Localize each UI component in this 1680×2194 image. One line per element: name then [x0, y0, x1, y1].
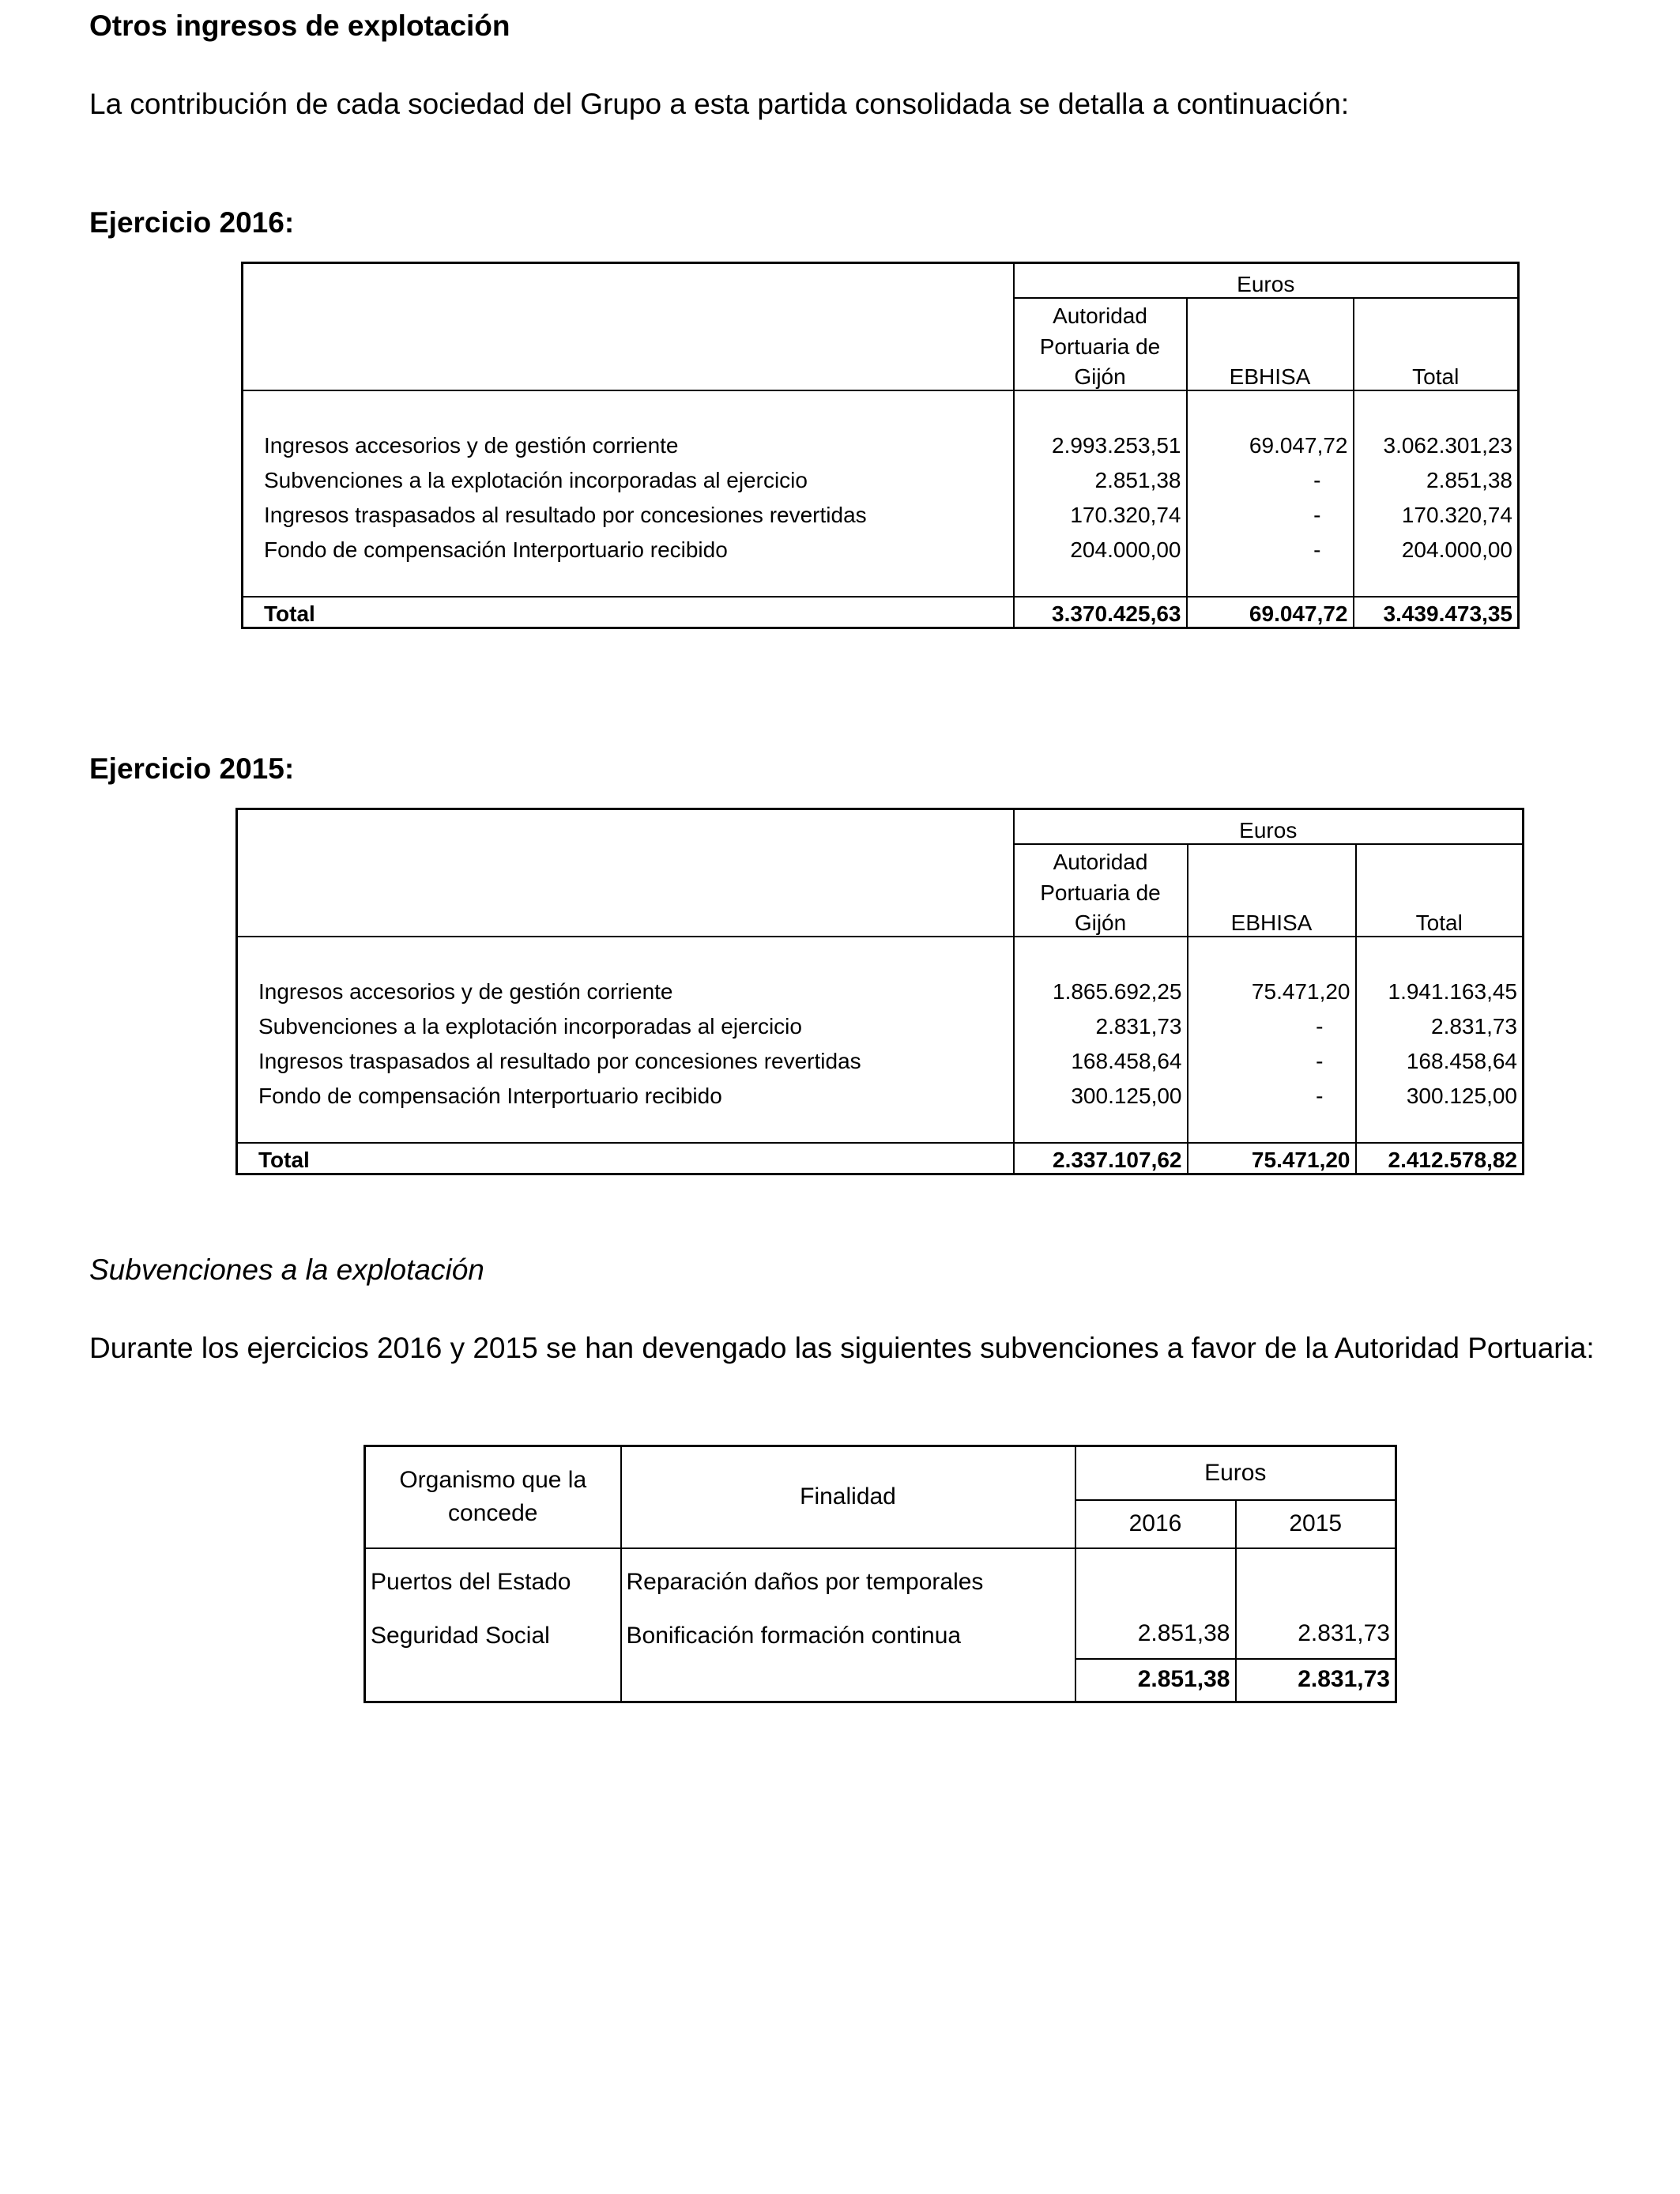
- organismo-seguridad: Seguridad Social: [371, 1622, 550, 1649]
- table-2015: [235, 808, 1524, 1175]
- col-header-apg-line3: Gijón: [1014, 906, 1188, 937]
- table-row: [237, 1074, 1524, 1109]
- cell-total: 168.458,64: [1356, 1039, 1524, 1074]
- col-header-finalidad: Finalidad: [621, 1446, 1075, 1548]
- cell-apg: 2.851,38: [1014, 458, 1187, 493]
- cell-apg: 170.320,74: [1014, 493, 1187, 528]
- cell-apg: 1.865.692,25: [1014, 970, 1188, 1005]
- finalidad-cell: [621, 1548, 1075, 1702]
- row-label: Subvenciones a la explotación incorporadas al ejercicio: [258, 1013, 802, 1039]
- cell-ebhisa: 75.471,20: [1188, 970, 1356, 1005]
- total-2016: 2.851,38: [1076, 1658, 1235, 1699]
- col-header-apg-line1: Autoridad: [1014, 844, 1188, 875]
- row-label: Ingresos traspasados al resultado por concesiones revertidas: [264, 502, 867, 527]
- cell-total: 3.062.301,23: [1354, 424, 1519, 458]
- col-header-total: Total: [1354, 360, 1519, 390]
- value-2016-row2: 2.851,38: [1137, 1619, 1230, 1646]
- row-label: Ingresos accesorios y de gestión corriente: [264, 432, 679, 458]
- table-row: [243, 458, 1519, 493]
- col-header-organismo-line1: Organismo que la: [399, 1467, 587, 1494]
- col-header-ebhisa: EBHISA: [1188, 906, 1356, 937]
- cell-total: 300.125,00: [1356, 1074, 1524, 1109]
- cell-ebhisa: -: [1188, 1074, 1356, 1109]
- table-row: [243, 424, 1519, 458]
- subsidies-table: [363, 1445, 1397, 1703]
- value-2016-row1: [1076, 1549, 1235, 1609]
- organismo-puertos: Puertos del Estado: [371, 1568, 571, 1595]
- row-label: Subvenciones a la explotación incorporadas al ejercicio: [264, 467, 808, 492]
- total-apg: 3.370.425,63: [1014, 597, 1187, 628]
- cell-apg: 2.831,73: [1014, 1005, 1188, 1039]
- total-ebhisa: 69.047,72: [1187, 597, 1354, 628]
- cell-apg: 204.000,00: [1014, 528, 1187, 563]
- col-header-2016: 2016: [1075, 1500, 1236, 1548]
- euros-header: Euros: [1014, 809, 1524, 844]
- total-row: [243, 597, 1519, 628]
- cell-ebhisa: -: [1188, 1005, 1356, 1039]
- cell-ebhisa: -: [1188, 1039, 1356, 1074]
- col-header-apg-line2: Portuaria de: [1014, 875, 1188, 906]
- col-header-ebhisa: EBHISA: [1187, 360, 1354, 390]
- total-label: Total: [243, 597, 1014, 628]
- col-header-organismo: [365, 1446, 621, 1548]
- cell-total: 1.941.163,45: [1356, 970, 1524, 1005]
- row-label: Ingresos traspasados al resultado por concesiones revertidas: [258, 1048, 861, 1073]
- total-2015: 2.831,73: [1237, 1658, 1396, 1699]
- table-2015-heading: Ejercicio 2015:: [89, 752, 295, 785]
- total-total: 3.439.473,35: [1354, 597, 1519, 628]
- finalidad-bonificacion: Bonificación formación continua: [626, 1622, 962, 1649]
- table-2016: [241, 262, 1520, 629]
- values-2015-cell: [1236, 1548, 1396, 1702]
- table-row: [237, 970, 1524, 1005]
- row-label: Fondo de compensación Interportuario recibido: [264, 537, 728, 562]
- col-header-2015: 2015: [1236, 1500, 1396, 1548]
- subsection-title: Subvenciones a la explotación: [89, 1253, 484, 1286]
- values-2016-cell: [1075, 1548, 1236, 1702]
- section-title: Otros ingresos de explotación: [89, 9, 510, 42]
- cell-apg: 2.993.253,51: [1014, 424, 1187, 458]
- cell-total: 204.000,00: [1354, 528, 1519, 563]
- row-label: Ingresos accesorios y de gestión corriente: [258, 978, 673, 1004]
- cell-total: 170.320,74: [1354, 493, 1519, 528]
- col-header-apg-line2: Portuaria de: [1014, 329, 1187, 360]
- col-header-apg-line3: Gijón: [1014, 360, 1187, 390]
- cell-apg: 168.458,64: [1014, 1039, 1188, 1074]
- col-header-apg-line1: Autoridad: [1014, 298, 1187, 329]
- row-label: Fondo de compensación Interportuario recibido: [258, 1083, 722, 1108]
- table-row: [243, 493, 1519, 528]
- table-row: [243, 528, 1519, 563]
- total-ebhisa: 75.471,20: [1188, 1143, 1356, 1174]
- cell-total: 2.851,38: [1354, 458, 1519, 493]
- total-total: 2.412.578,82: [1356, 1143, 1524, 1174]
- table-row: [237, 1005, 1524, 1039]
- col-header-organismo-line2: concede: [448, 1500, 538, 1527]
- euros-header: Euros: [1075, 1446, 1396, 1500]
- total-apg: 2.337.107,62: [1014, 1143, 1188, 1174]
- sub-intro-paragraph: Durante los ejercicios 2016 y 2015 se han devengado las siguientes subvenciones a favor de la Autoridad Portuaria:: [89, 1332, 1595, 1364]
- value-2015-row2: 2.831,73: [1298, 1619, 1390, 1646]
- cell-apg: 300.125,00: [1014, 1074, 1188, 1109]
- cell-total: 2.831,73: [1356, 1005, 1524, 1039]
- table-row: [237, 1039, 1524, 1074]
- cell-ebhisa: -: [1187, 528, 1354, 563]
- total-label: Total: [237, 1143, 1014, 1174]
- col-header-total: Total: [1356, 906, 1524, 937]
- finalidad-reparacion: Reparación daños por temporales: [626, 1568, 984, 1595]
- cell-ebhisa: -: [1187, 493, 1354, 528]
- cell-ebhisa: -: [1187, 458, 1354, 493]
- total-row: [237, 1143, 1524, 1174]
- intro-paragraph: La contribución de cada sociedad del Grupo a esta partida consolidada se detalla a continuación:: [89, 88, 1350, 120]
- euros-header: Euros: [1014, 263, 1519, 298]
- cell-ebhisa: 69.047,72: [1187, 424, 1354, 458]
- table-2016-heading: Ejercicio 2016:: [89, 206, 295, 239]
- organismo-cell: [365, 1548, 621, 1702]
- value-2015-row1: [1237, 1549, 1396, 1609]
- table-row: [365, 1548, 1396, 1702]
